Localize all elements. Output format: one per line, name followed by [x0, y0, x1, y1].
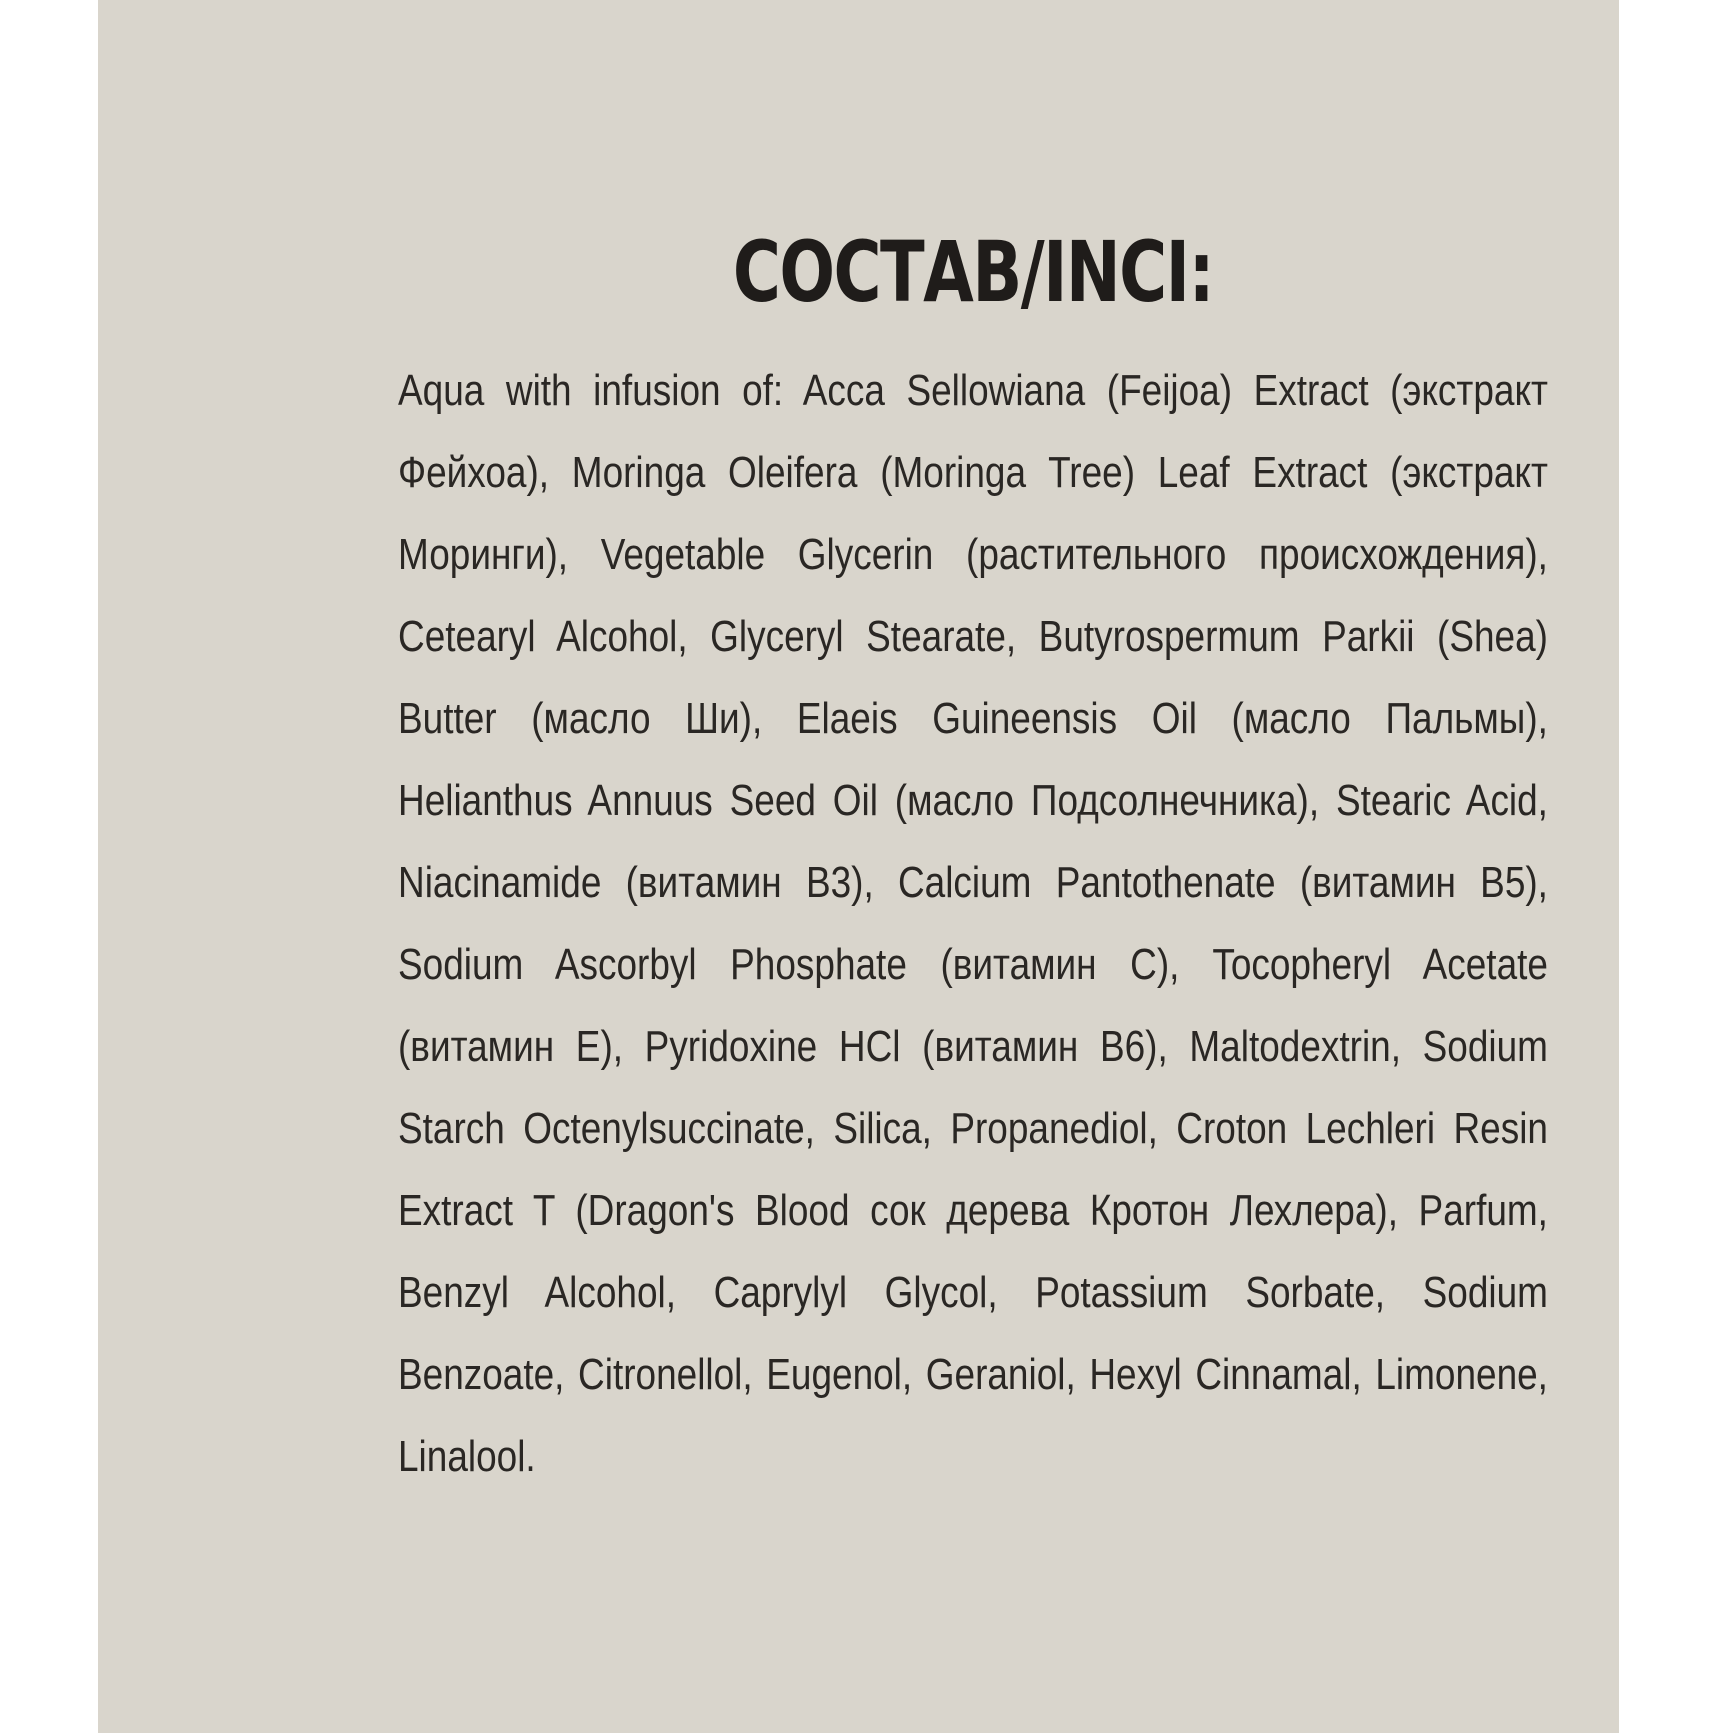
- ingredients-line: Linalool.: [398, 1432, 536, 1481]
- ingredients-line: Cetearyl Alcohol, Glyceryl Stearate, Butyrospermum Parkii (Shea): [398, 612, 1548, 661]
- ingredients-line: (витамин Е), Pyridoxine HCl (витамин B6), Maltodextrin, Sodium: [398, 1022, 1548, 1071]
- background-panel: [98, 0, 1619, 1733]
- ingredients-line: Benzoate, Citronellol, Eugenol, Geraniol, Hexyl Cinnamal, Limonene,: [398, 1350, 1548, 1399]
- ingredients-line: Aqua with infusion of: Acca Sellowiana (Feijoa) Extract (экстракт: [398, 366, 1548, 415]
- ingredients-line: Фейхоа), Moringa Oleifera (Moringa Tree) Leaf Extract (экстракт: [398, 448, 1548, 497]
- ingredients-line: Benzyl Alcohol, Caprylyl Glycol, Potassium Sorbate, Sodium: [398, 1268, 1548, 1317]
- ingredients-line: Niacinamide (витамин B3), Calcium Pantothenate (витамин B5),: [398, 858, 1548, 907]
- ingredients-title: СОСТАВ/INCI:: [732, 223, 1214, 321]
- ingredients-line: Butter (масло Ши), Elaeis Guineensis Oil (масло Пальмы),: [398, 694, 1548, 743]
- ingredients-line: Helianthus Annuus Seed Oil (масло Подсолнечника), Stearic Acid,: [398, 776, 1548, 825]
- ingredients-line: Моринги), Vegetable Glycerin (растительного происхождения),: [398, 530, 1548, 579]
- ingredients-line: Extract T (Dragon's Blood сок дерева Кротон Лехлера), Parfum,: [398, 1186, 1548, 1235]
- ingredients-list: [398, 350, 1548, 1498]
- ingredients-line: Sodium Ascorbyl Phosphate (витамин С), Tocopheryl Acetate: [398, 940, 1548, 989]
- ingredients-line: Starch Octenylsuccinate, Silica, Propanediol, Croton Lechleri Resin: [398, 1104, 1548, 1153]
